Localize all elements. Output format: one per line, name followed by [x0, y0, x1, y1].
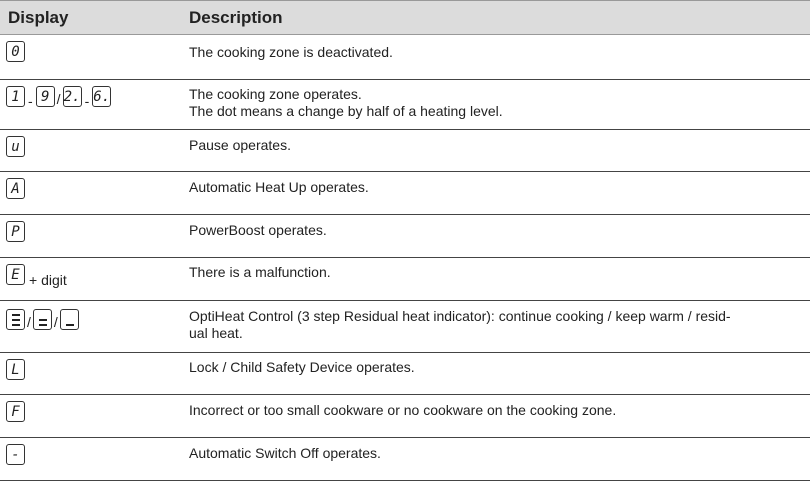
- table-row: [0, 258, 810, 301]
- description-text: The cooking zone is deactivated.: [189, 44, 393, 60]
- display-cell: [0, 35, 181, 80]
- description-text: Automatic Heat Up operates.: [189, 179, 369, 195]
- display-cell: [0, 130, 181, 172]
- table-row: [0, 438, 810, 481]
- display-cell: [0, 301, 181, 353]
- display-glyph: -: [6, 444, 25, 465]
- three-bars-glyph: [6, 309, 25, 330]
- header-row: [0, 1, 810, 35]
- table-row: [0, 130, 810, 172]
- description-cell: [181, 258, 810, 301]
- description-text: Automatic Switch Off operates.: [189, 445, 381, 461]
- display-cell: [0, 172, 181, 215]
- display-cell: [0, 258, 181, 301]
- display-glyph: F: [6, 401, 25, 422]
- table-row: [0, 35, 810, 80]
- display-glyph: u: [6, 136, 25, 157]
- glyph-suffix: + digit: [29, 272, 67, 289]
- header-description: Description: [181, 1, 810, 35]
- table-row: [0, 215, 810, 258]
- description-cell: [181, 395, 810, 438]
- description-cell: [181, 438, 810, 481]
- description-text: Lock / Child Safety Device operates.: [189, 359, 415, 375]
- display-cell: [0, 215, 181, 258]
- description-text: ual heat.: [189, 325, 243, 341]
- description-text: OptiHeat Control (3 step Residual heat indicator): continue cooking / keep warm / resid-: [189, 308, 731, 324]
- description-cell: [181, 130, 810, 172]
- description-cell: [181, 353, 810, 395]
- separator: /: [27, 314, 31, 331]
- display-glyph: A: [6, 178, 25, 199]
- table-row: [0, 395, 810, 438]
- display-glyph: 2.: [63, 86, 82, 107]
- display-glyph: 9: [36, 86, 55, 107]
- table-row: [0, 301, 810, 353]
- two-bars-glyph: [33, 309, 52, 330]
- description-text: The dot means a change by half of a heating level.: [189, 103, 503, 119]
- separator: /: [56, 91, 61, 108]
- table-row: [0, 172, 810, 215]
- display-cell: [0, 80, 181, 130]
- description-cell: [181, 215, 810, 258]
- separator: -: [84, 93, 90, 110]
- display-cell: [0, 353, 181, 395]
- display-glyph: E: [6, 264, 25, 285]
- table-row: [0, 353, 810, 395]
- display-glyph: L: [6, 359, 25, 380]
- description-cell: [181, 172, 810, 215]
- table-row: [0, 80, 810, 130]
- display-glyph: 1: [6, 86, 25, 107]
- description-cell: [181, 80, 810, 130]
- display-cell: [0, 438, 181, 481]
- separator: -: [28, 93, 33, 110]
- description-cell: [181, 35, 810, 80]
- description-text: Incorrect or too small cookware or no cookware on the cooking zone.: [189, 402, 617, 418]
- description-text: There is a malfunction.: [189, 264, 331, 280]
- display-glyph: P: [6, 221, 25, 242]
- display-glyph: 0: [6, 41, 25, 62]
- description-text: Pause operates.: [189, 137, 291, 153]
- description-text: The cooking zone operates.: [189, 86, 362, 102]
- display-glyph: 6.: [92, 86, 111, 107]
- description-cell: [181, 301, 810, 353]
- header-display: Display: [0, 1, 181, 35]
- display-cell: [0, 395, 181, 438]
- one-bar-glyph: [60, 309, 79, 330]
- separator: /: [53, 314, 58, 331]
- description-text: PowerBoost operates.: [189, 222, 327, 238]
